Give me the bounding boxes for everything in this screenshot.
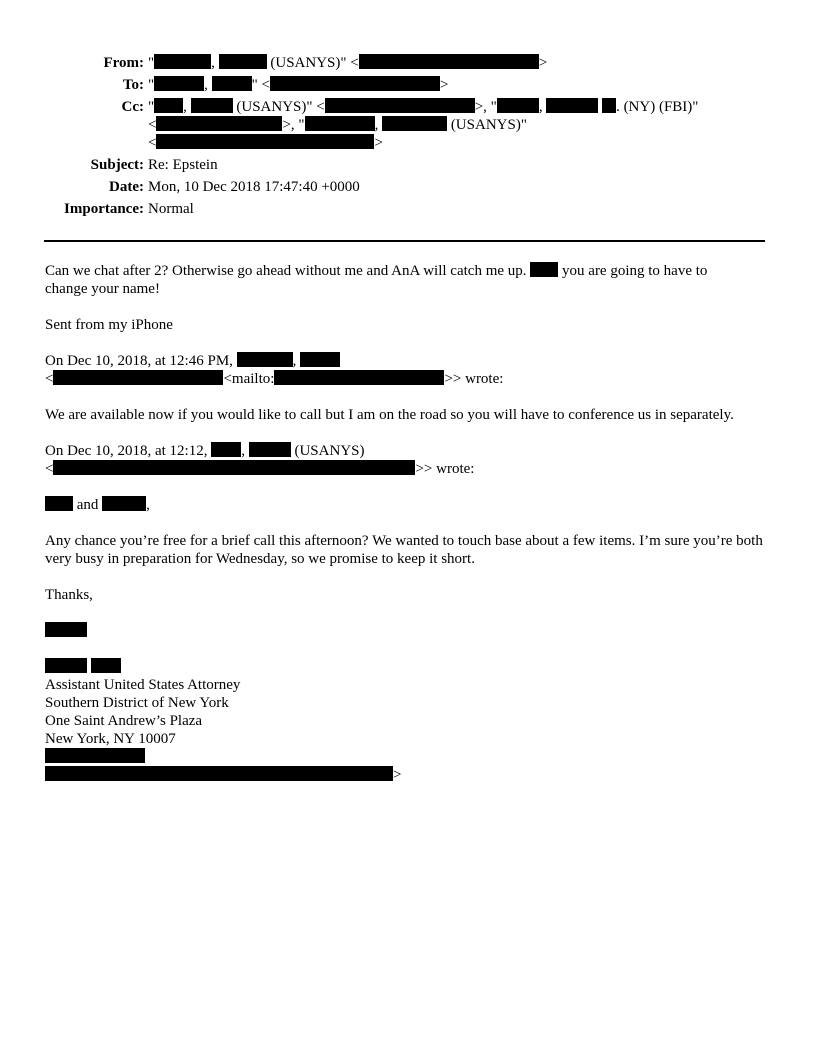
email-body [45, 262, 765, 784]
redaction [219, 54, 267, 69]
signer-name [45, 622, 765, 640]
redaction [45, 496, 73, 511]
quote-header-1: On Dec 10, 2018, at 12:46 PM, , < <mailto: >> wrote: [45, 353, 504, 387]
cc-label: Cc: [121, 99, 144, 115]
redaction [53, 370, 223, 385]
redaction [45, 658, 87, 673]
to-row [0, 76, 816, 98]
cc-row [0, 98, 816, 152]
quote-text-1: We are available now if you would like to call but I am on the road so you will have to conference us in separately. [45, 407, 734, 423]
redaction [325, 98, 475, 113]
subject-value: Re: Epstein [148, 157, 218, 173]
signature-district: Southern District of New York [45, 695, 229, 711]
from-label: From: [103, 55, 144, 71]
redaction [305, 116, 375, 131]
signature-address: One Saint Andrew’s Plaza [45, 713, 203, 729]
redaction [154, 98, 183, 113]
redaction [191, 98, 233, 113]
message-paragraph: Can we chat after 2? Otherwise go ahead without me and AnA will catch me up. you are going to have to change your name! [45, 263, 708, 297]
redaction [249, 442, 291, 457]
redaction [237, 352, 293, 367]
redaction [546, 98, 598, 113]
date-value: Mon, 10 Dec 2018 17:47:40 +0000 [148, 179, 360, 195]
redaction [270, 76, 440, 91]
importance-label: Importance: [64, 201, 144, 217]
email-header [0, 54, 816, 222]
importance-row [0, 200, 816, 222]
to-value: " , " < > [148, 77, 449, 93]
from-value: " , (USANYS)" < > [148, 55, 548, 71]
importance-value: Normal [148, 201, 194, 217]
redaction [53, 460, 415, 475]
date-row [0, 178, 816, 200]
signature-title: Assistant United States Attorney [45, 677, 241, 693]
redaction [156, 116, 282, 131]
redaction [45, 766, 393, 781]
sent-from-line: Sent from my iPhone [45, 317, 173, 333]
to-label: To: [122, 77, 144, 93]
header-divider [44, 240, 765, 242]
redaction [497, 98, 539, 113]
from-row [0, 54, 816, 76]
signature-block: Assistant United States Attorney Southern District of New York One Saint Andrew’s Plaza New York, NY 10007 > [45, 658, 765, 784]
redaction [45, 622, 87, 637]
redaction [154, 76, 204, 91]
date-label: Date: [109, 179, 144, 195]
redaction [359, 54, 539, 69]
signature-city: New York, NY 10007 [45, 731, 176, 747]
redaction [602, 98, 616, 113]
redaction [211, 442, 241, 457]
cc-value: " , (USANYS)" < >, " , . (NY) (FBI)" < >, " , (USANYS)" < > [148, 99, 699, 151]
subject-row [0, 156, 816, 178]
redaction [530, 262, 558, 277]
redaction [156, 134, 374, 149]
redaction [102, 496, 146, 511]
quote-header-2: On Dec 10, 2018, at 12:12, , (USANYS) < >> wrote: [45, 443, 475, 477]
redaction [91, 658, 121, 673]
quote-text-2: Any chance you’re free for a brief call this afternoon? We wanted to touch base about a few items. I’m sure you’re both very busy in preparation for Wednesday, so we promise to keep it short. [45, 533, 763, 567]
redaction [300, 352, 340, 367]
redaction [45, 748, 145, 763]
redaction [274, 370, 444, 385]
redaction [212, 76, 252, 91]
redaction [382, 116, 447, 131]
greeting: and , [45, 496, 765, 514]
subject-label: Subject: [90, 157, 144, 173]
sign-off: Thanks, [45, 587, 93, 603]
redaction [154, 54, 211, 69]
